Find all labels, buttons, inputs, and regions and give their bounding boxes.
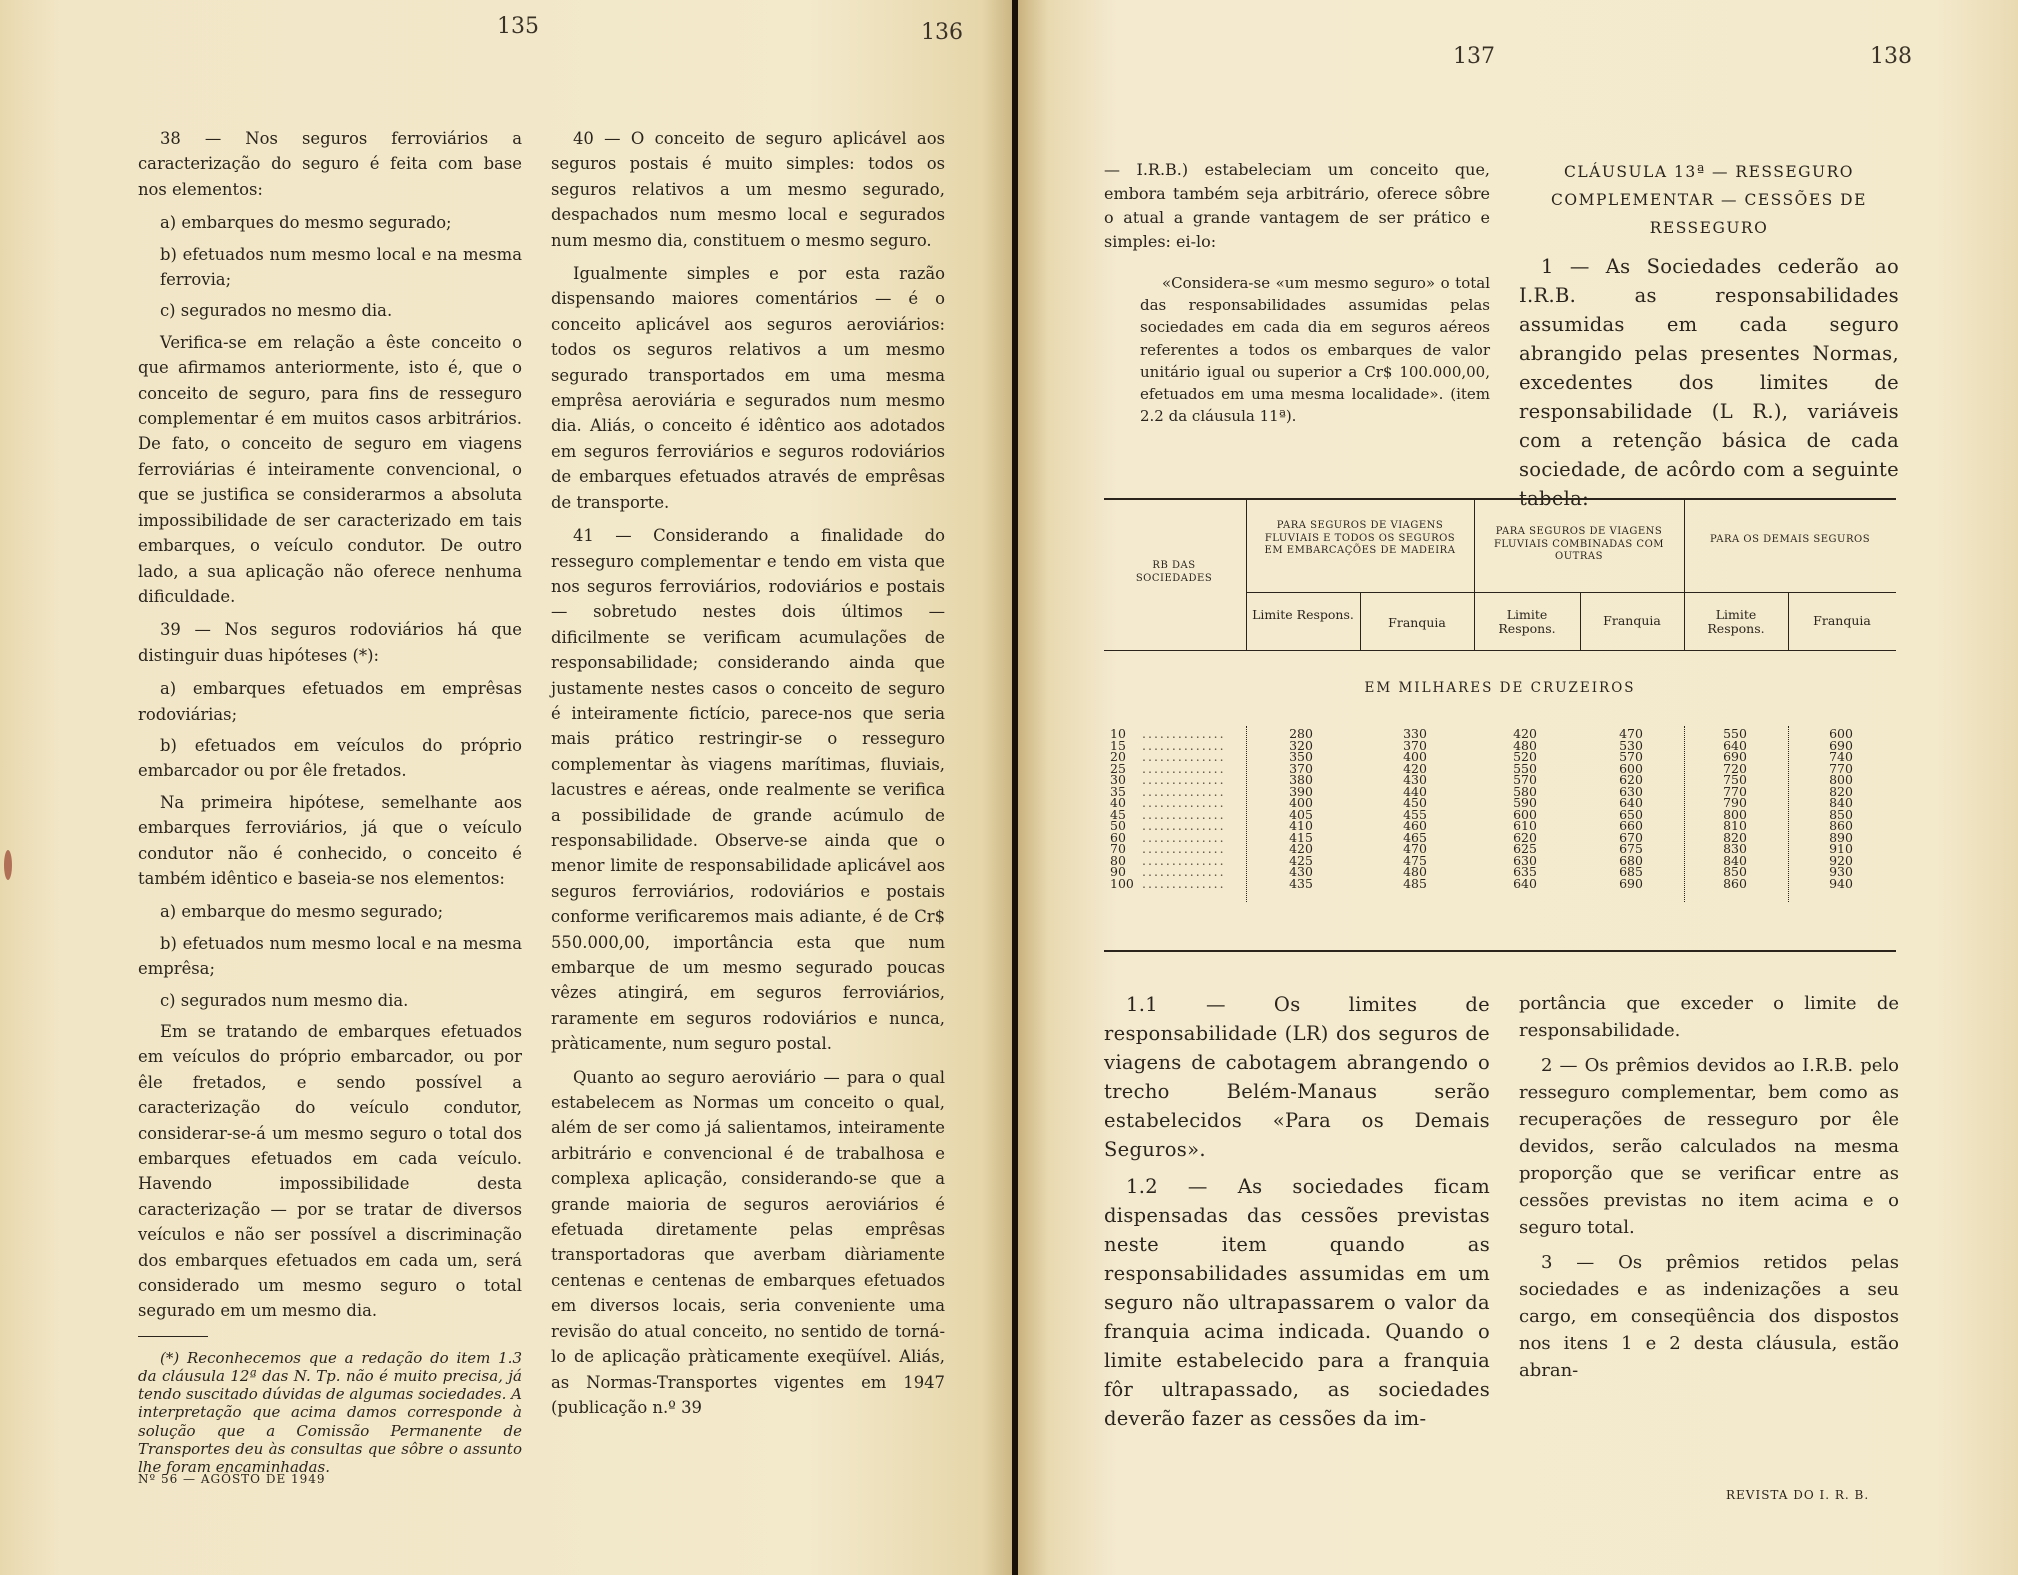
rb-values: 10 15 20 25 30 35 40 45 50 60 70 80 90 100	[1110, 726, 1134, 891]
header-rb: RB DAS SOCIEDADES	[1135, 560, 1213, 584]
paragraph: 39 — Nos seguros rodoviários há que distinguir duas hipóteses (*):	[138, 620, 522, 665]
franquia-values-1: 330 370 400 420 430 440 450 455 460 465 470 475 480 485	[1403, 726, 1427, 891]
subcol-divider	[1360, 592, 1361, 650]
block-quote: «Considera-se «um mesmo seguro» o total das responsabilidades assumidas pelas sociedades em cada dia em seguros aéreos referentes a todos os embarques de valor unitário igual ou superior a Cr$ 100.000,00, efetuados em uma mesma localidade». (item 2.2 da cláusula 11ª).	[1140, 274, 1490, 426]
paragraph: Igualmente simples e por esta razão dispensando maiores comentários — é o conceito aplicável aos seguros aeroviários: todos os seguros relativos a um mesmo segurado transportados em uma mesma emprêsa aeroviária e segurados num mesmo dia. Aliás, o conceito é idêntico aos adotados em seguros ferroviários e seguros rodoviários de embarques efetuados através de emprêsas de transporte.	[551, 264, 945, 512]
paragraph: 3 — Os prêmios retidos pelas sociedades e as indenizações a seu cargo, em conseqüência dos dispostos nos itens 1 e 2 desta cláusula, estão abran-	[1519, 1252, 1899, 1381]
list-item: a) embarque do mesmo segurado;	[160, 902, 444, 922]
paragraph: Verifica-se em relação a êste conceito o que afirmamos anteriormente, isto é, que o conceito de seguro, para fins de resseguro complementar é em muitos casos arbitrários. De fato, o conceito de seguro em viagens ferroviárias é inteiramente convencional, o que se justifica se considerarmos a absoluta impossibilidade de ser caracterizado em tais embarques, o veículo condutor. De outro lado, a sua aplicação não oferece nenhuma dificuldade.	[138, 332, 522, 606]
header-franquia-3: Franquia	[1813, 613, 1871, 628]
paragraph: 2 — Os prêmios devidos ao I.R.B. pelo resseguro complementar, bem como as recuperações de resseguro por êle devidos, serão calculados na mesma proporção que se verificar entre as cessões previstas no item acima e o seguro total.	[1519, 1055, 1899, 1238]
paragraph: 41 — Considerando a finalidade do resseguro complementar e tendo em vista que nos seguros ferroviários, rodoviários e postais — sobretudo nestes dois últimos — dificilmente se verificam acumulações de responsabilidade; considerando ainda que justamente nestes casos o conceito de seguro é inteiramente fictício, parece-nos que seria mais prático restringir-se o resseguro complementar às viagens marítimas, fluviais, lacustres e aéreas, onde realmente se verifica a possibilidade de grande acúmulo de responsabilidade. Observe-se ainda que o menor limite de responsabilidade aplicável aos seguros ferroviários, rodoviários e postais conforme verificaremos mais adiante, é de Cr$ 550.000,00, importância esta que num embarque de um mesmo segurado poucas vêzes atingirá, em seguros ferroviários, raramente em seguros rodoviários e nunca, pràticamente, num seguro postal.	[551, 526, 945, 1054]
page-136-column	[551, 126, 945, 1428]
table-bottom-rule	[1104, 950, 1896, 952]
paragraph: portância que exceder o limite de responsabilidade.	[1519, 993, 1899, 1041]
page-number-137: 137	[1453, 44, 1495, 69]
table-header-rule	[1104, 650, 1896, 651]
paragraph: Em se tratando de embarques efetuados em veículos do próprio embarcador, ou por êle fretados, e sendo possível a caracterização do veículo condutor, considerar-se-á um mesmo seguro o total dos embarques efetuados em cada veículo. Havendo impossibilidade desta caracterização — por se tratar de diversos veículos e não ser possível a discriminação dos embarques efetuados em cada um, será considerado um mesmo seguro o total segurado em um mesmo dia.	[138, 1022, 522, 1321]
list-item: b) efetuados num mesmo local e na mesma ferrovia;	[160, 244, 522, 290]
header-group-2: PARA SEGUROS DE VIAGENS FLUVIAIS COMBINADAS COM OUTRAS	[1493, 526, 1665, 562]
header-group-1: PARA SEGUROS DE VIAGENS FLUVIAIS E TODOS OS SEGUROS EM EMBARCAÇÕES DE MADEIRA	[1264, 520, 1456, 556]
limit-values-2: 420 480 520 550 570 580 590 600 610 620 625 630 635 640	[1513, 726, 1537, 891]
data-divider	[1788, 726, 1789, 902]
page-138-top	[1519, 158, 1899, 521]
list-item: a) embarques efetuados em emprêsas rodoviárias;	[138, 679, 522, 724]
col-divider	[1684, 500, 1685, 650]
list-item: b) efetuados num mesmo local e na mesma emprêsa;	[138, 933, 522, 979]
dot-leaders: .............. .............. .............. .............. .............. .............. .............. .............. .............. .............. .............. .............. .............. ..............	[1142, 726, 1226, 891]
page-number-136: 136	[921, 20, 963, 45]
responsibility-limits-table	[1104, 498, 1896, 954]
paragraph: 38 — Nos seguros ferroviários a caracterização do seguro é feita com base nos elementos:	[138, 129, 522, 199]
page-135-column	[138, 126, 522, 1484]
header-divider	[1246, 592, 1896, 593]
page-138-bottom	[1519, 990, 1899, 1392]
running-footer-right: REVISTA DO I. R. B.	[1726, 1488, 1870, 1502]
data-divider	[1684, 726, 1685, 902]
paragraph: 1 — As Sociedades cederão ao I.R.B. as responsabilidades assumidas em cada seguro abrangido pelas presentes Normas, excedentes dos limites de responsabilidade (L R.), variáveis com a retenção básica de cada sociedade, de acôrdo com a seguinte tabela:	[1519, 255, 1899, 510]
data-divider	[1246, 726, 1247, 902]
header-group-3: PARA OS DEMAIS SEGUROS	[1709, 534, 1871, 545]
list-item: b) efetuados em veículos do próprio embarcador ou por êle fretados.	[138, 735, 522, 781]
page-number-135: 135	[497, 14, 539, 39]
paragraph: 40 — O conceito de seguro aplicável aos seguros postais é muito simples: todos os seguros relativos a um mesmo segurado, despachados num mesmo local e segurados num mesmo dia, constituem o mesmo seguro.	[551, 129, 945, 250]
franquia-values-3: 600 690 740 770 800 820 840 850 860 890 910 920 930 940	[1829, 726, 1853, 891]
list-item: c) segurados num mesmo dia.	[160, 990, 409, 1010]
page-137-bottom	[1104, 990, 1490, 1441]
page-137-intro	[1104, 158, 1490, 435]
paragraph: 1.1 — Os limites de responsabilidade (LR) dos seguros de viagens de cabotagem abrangendo o trecho Belém-Manaus serão estabelecidos «Para os Demais Seguros».	[1104, 993, 1490, 1161]
footnote-rule	[138, 1336, 208, 1337]
col-divider	[1474, 500, 1475, 650]
paragraph: — I.R.B.) estabeleciam um conceito que, embora também seja arbitrário, oferece sôbre o atual a grande vantagem de ser prático e simples: ei-lo:	[1104, 160, 1490, 251]
subcol-divider	[1580, 592, 1581, 650]
running-footer-left: Nº 56 — AGÔSTO DE 1949	[138, 1472, 326, 1486]
paragraph: Na primeira hipótese, semelhante aos embarques ferroviários, já que o veículo condutor não é conhecido, o conceito é também idêntico e baseia-se nos elementos:	[138, 792, 522, 888]
franquia-values-2: 470 530 570 600 620 630 640 650 660 670 675 680 685 690	[1619, 726, 1643, 891]
clause-heading: CLÁUSULA 13ª — RESSEGURO COMPLEMENTAR — CESSÕES DE RESSEGURO	[1551, 163, 1867, 237]
subcol-divider	[1788, 592, 1789, 650]
header-limit-3: Limite Respons.	[1707, 607, 1765, 636]
table-top-rule	[1104, 498, 1896, 500]
list-item: c) segurados no mesmo dia.	[160, 301, 393, 321]
list-item: a) embarques do mesmo segurado;	[160, 213, 452, 233]
col-divider	[1246, 500, 1247, 650]
header-franquia-2: Franquia	[1603, 613, 1661, 628]
header-limit-1: Limite Respons.	[1252, 607, 1354, 622]
header-franquia-1: Franquia	[1388, 615, 1446, 630]
limit-values-1: 280 320 350 370 380 390 400 405 410 415 420 425 430 435	[1289, 726, 1313, 891]
paragraph: Quanto ao seguro aeroviário — para o qual estabelecem as Normas um conceito o qual, além de ser como já salientamos, inteiramente arbitrário e convencional é de trabalhosa e complexa aplicação, considerando-se que a grande maioria de seguros aeroviários é efetuada diretamente pelas emprêsas transportadoras que averbam diàriamente centenas e centenas de embarques efetuados em diversos locais, seria conveniente uma revisão do atual conceito, no sentido de torná-lo de aplicação pràticamente exeqüível. Aliás, as Normas-Transportes vigentes em 1947 (publicação n.º 39	[551, 1067, 945, 1417]
header-limit-2: Limite Respons.	[1498, 607, 1556, 636]
paragraph: 1.2 — As sociedades ficam dispensadas das cessões previstas neste item quando as responsabilidades assumidas em um seguro não ultrapassarem o valor da franquia acima indicada. Quando o limite estabelecido para a franquia fôr ultrapassado, as sociedades deverão fazer as cessões da im-	[1104, 1175, 1490, 1430]
footnote: (*) Reconhecemos que a redação do item 1.3 da cláusula 12ª das N. Tp. não é muito precisa, já tendo suscitado dúvidas de algumas sociedades. A interpretação que acima damos corresponde à solução que a Comissão Permanente de Transportes deu às consultas que sôbre o assunto lhe foram encaminhadas.	[138, 1348, 522, 1477]
paper-stain	[4, 850, 12, 880]
table-caption: EM MILHARES DE CRUZEIROS	[1364, 680, 1636, 696]
limit-values-3: 550 640 690 720 750 770 790 800 810 820 830 840 850 860	[1723, 726, 1747, 891]
page-number-138: 138	[1870, 44, 1912, 69]
